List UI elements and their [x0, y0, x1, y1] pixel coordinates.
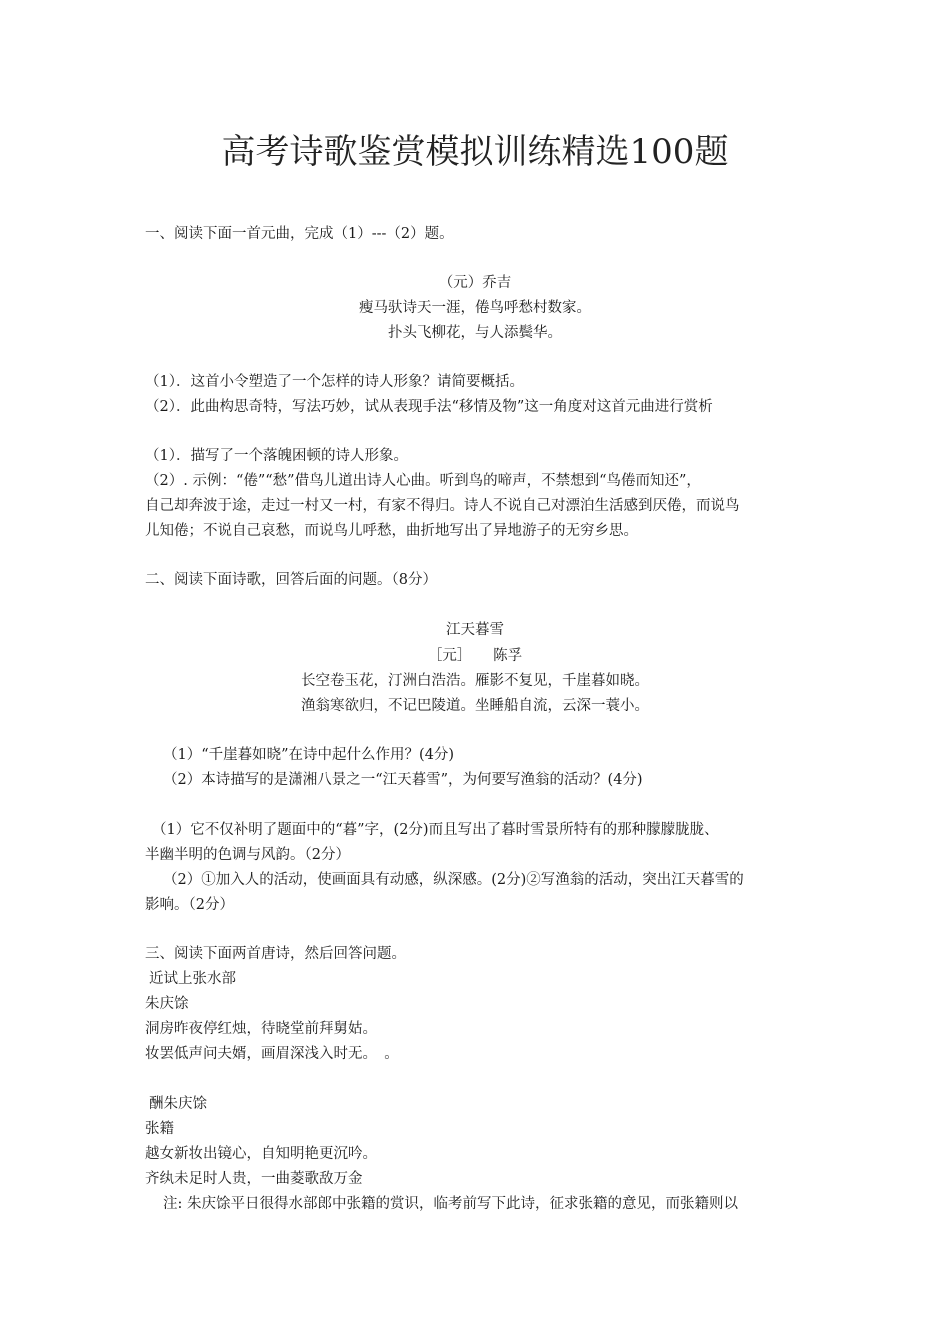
section-2-heading: 二、阅读下面诗歌，回答后面的问题。（8分）: [145, 572, 437, 588]
poem-title: 酬朱庆馀: [149, 1096, 207, 1112]
answer-2-line: 儿知倦；不说自己哀愁，而说鸟儿呼愁，曲折地写出了异地游子的无穷乡思。: [145, 523, 638, 539]
question-1: （1）“千崖暮如晓”在诗中起什么作用？(4分): [163, 747, 455, 763]
poem-author: （元）乔吉: [438, 275, 512, 291]
poem-line: 越女新妆出镜心，自知明艳更沉吟。: [145, 1146, 377, 1162]
answer-1: （1）．描写了一个落魄困顿的诗人形象。: [145, 448, 408, 464]
note: 注: 朱庆馀平日很得水部郎中张籍的赏识，临考前写下此诗，征求张籍的意见，而张籍则以: [163, 1196, 738, 1212]
poem-author: ［元］ 陈孚: [427, 648, 523, 664]
answer-1-line: 半幽半明的色调与风韵。（2分）: [145, 847, 350, 863]
answer-2-line: （2）. 示例：“倦”“愁”借鸟儿道出诗人心曲。听到鸟的啼声，不禁想到“鸟倦而知还”，: [145, 473, 701, 489]
poem-line: 妆罢低声问夫婿，画眉深浅入时无。 。: [145, 1046, 399, 1062]
poem-line: 渔翁寒欲归，不记巴陵道。坐睡船自流，云深一蓑小。: [301, 698, 649, 714]
section-1-heading: 一、阅读下面一首元曲，完成（1）---（2）题。: [145, 226, 454, 242]
answer-2-line: （2）①加入人的活动，使画面具有动感，纵深感。(2分)②写渔翁的活动，突出江天暮雪的: [163, 872, 744, 888]
answer-2-line: 影响。（2分）: [145, 897, 234, 913]
question-2: （2）本诗描写的是潇湘八景之一“江天暮雪”，为何要写渔翁的活动？(4分): [163, 772, 643, 788]
page-title: 高考诗歌鉴赏模拟训练精选100题: [221, 132, 729, 172]
poem-line: 瘦马驮诗天一涯，倦鸟呼愁村数家。: [359, 300, 591, 316]
poem-line: 齐纨未足时人贵，一曲菱歌敌万金: [145, 1171, 363, 1187]
poem-title: 近试上张水部: [149, 971, 236, 987]
poem-line: 扑头飞柳花，与人添鬓华。: [388, 325, 562, 341]
question-2: （2）．此曲构思奇特，写法巧妙，试从表现手法“移情及物”这一角度对这首元曲进行赏析: [145, 399, 713, 415]
poem-line: 长空卷玉花，汀洲白浩浩。雁影不复见，千崖暮如晓。: [301, 673, 649, 689]
poem-line: 洞房昨夜停红烛，待晓堂前拜舅姑。: [145, 1021, 377, 1037]
poem-title: 江天暮雪: [446, 622, 504, 638]
answer-2-line: 自己却奔波于途，走过一村又一村，有家不得归。诗人不说自己对漂泊生活感到厌倦，而说鸟: [145, 498, 740, 514]
question-1: （1）．这首小令塑造了一个怎样的诗人形象？请简要概括。: [145, 374, 524, 390]
poem-author: 张籍: [145, 1121, 174, 1137]
answer-1-line: （1）它不仅补明了题面中的“暮”字，(2分)而且写出了暮时雪景所特有的那种朦朦胧胧、: [152, 822, 719, 838]
poem-author: 朱庆馀: [145, 996, 189, 1012]
section-3-heading: 三、阅读下面两首唐诗，然后回答问题。: [145, 946, 406, 962]
